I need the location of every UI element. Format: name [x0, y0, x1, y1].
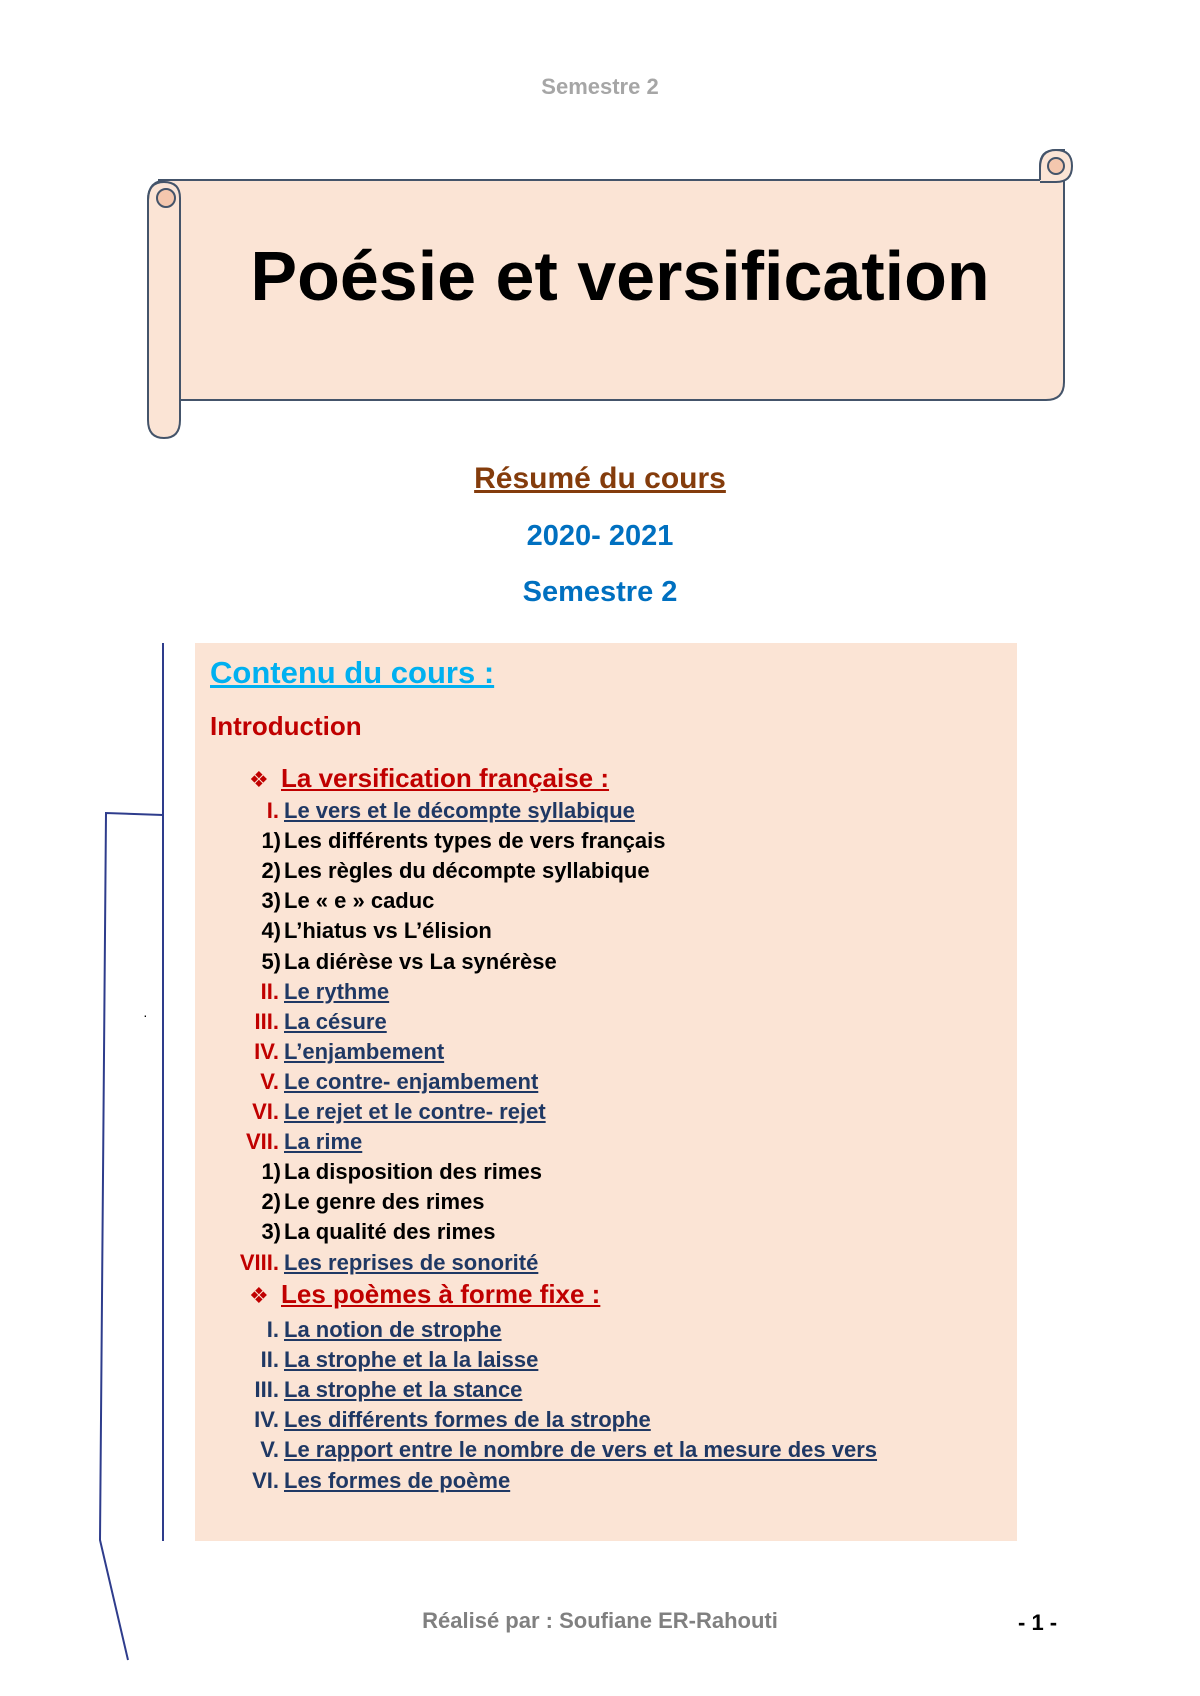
toc-item-link[interactable]: La strophe et la stance	[284, 1377, 523, 1403]
toc-item-number: IV.	[254, 1038, 279, 1064]
toc-item[interactable]	[195, 1435, 1017, 1465]
toc-item	[195, 947, 1017, 977]
toc-item[interactable]	[195, 1097, 1017, 1127]
semester-label: Semestre 2	[522, 576, 678, 608]
toc-item-label: Le « e » caduc	[284, 888, 435, 914]
toc-heading: Contenu du cours :	[210, 655, 495, 690]
toc-item	[195, 1187, 1017, 1217]
stray-dot: ·	[143, 1007, 148, 1023]
toc-item[interactable]	[195, 977, 1017, 1007]
toc-item-number: III.	[254, 1377, 279, 1403]
section-label: La versification française :	[281, 763, 610, 793]
toc-item-link[interactable]: Le rythme	[284, 978, 390, 1004]
toc-item[interactable]	[195, 1037, 1017, 1067]
toc-item-number: V.	[260, 1437, 279, 1463]
toc-item-number: IV.	[254, 1407, 279, 1433]
toc-item[interactable]	[195, 1375, 1017, 1405]
page-title: Poésie et versification	[250, 237, 990, 315]
toc-item-label: La qualité des rimes	[284, 1219, 496, 1245]
toc-item-link[interactable]: Le rapport entre le nombre de vers et la mesure des vers	[284, 1437, 878, 1463]
toc-item-link[interactable]: Le rejet et le contre- rejet	[284, 1099, 546, 1124]
toc-item-number: VII.	[245, 1129, 279, 1155]
toc-item-number: VIII.	[239, 1249, 279, 1275]
toc-item	[195, 1217, 1017, 1247]
toc-item-link[interactable]: Les formes de poème	[284, 1467, 511, 1493]
toc-item-number: VI.	[252, 1099, 279, 1124]
toc-item-link[interactable]: L’enjambement	[284, 1038, 445, 1064]
toc-item-number: 4)	[261, 918, 281, 944]
toc-item-label: La disposition des rimes	[284, 1159, 542, 1185]
toc-item-link[interactable]: Les différents formes de la strophe	[284, 1407, 651, 1433]
toc-item	[195, 886, 1017, 916]
toc-item-number: 3)	[261, 888, 281, 914]
toc-item-number: III.	[254, 1008, 279, 1034]
toc-item-label: Les différents types de vers français	[284, 828, 666, 854]
toc-item-number: 2)	[261, 858, 281, 884]
toc-item[interactable]	[195, 1007, 1017, 1037]
diamond-bullet-icon: ❖	[249, 1283, 269, 1308]
toc-section-poemes[interactable]	[249, 1276, 600, 1312]
toc-item[interactable]	[195, 1067, 1017, 1097]
section-label: Les poèmes à forme fixe :	[281, 1279, 601, 1309]
toc-item-number: II.	[260, 978, 279, 1004]
bracket-lines	[0, 0, 200, 1696]
toc-item-number: V.	[260, 1068, 279, 1094]
toc-item-number: 1)	[261, 828, 281, 854]
toc-item-number: 1)	[261, 1159, 281, 1185]
toc-item-label: L’hiatus vs L’élision	[284, 918, 492, 944]
header-label: Semestre 2	[541, 74, 659, 99]
toc-box	[195, 643, 1017, 1541]
toc-item-label: Le genre des rimes	[284, 1189, 485, 1215]
page-number: - 1 -	[1018, 1610, 1058, 1635]
toc-item[interactable]	[195, 796, 1017, 826]
toc-item-number: 5)	[261, 948, 281, 974]
toc-item-link[interactable]: La césure	[284, 1008, 387, 1034]
toc-item[interactable]	[195, 1345, 1017, 1375]
toc-item-number: II.	[260, 1347, 279, 1373]
toc-item[interactable]	[195, 1315, 1017, 1345]
footer-author: Réalisé par : Soufiane ER-Rahouti	[422, 1608, 778, 1633]
toc-item[interactable]	[195, 1127, 1017, 1157]
toc-item-link[interactable]: Le vers et le décompte syllabique	[284, 798, 635, 823]
toc-item-number: I.	[266, 798, 279, 823]
toc-item-link[interactable]: La notion de strophe	[284, 1317, 502, 1342]
toc-section-versification[interactable]	[249, 760, 609, 796]
toc-item-label: La diérèse vs La synérèse	[284, 948, 557, 974]
toc-item	[195, 856, 1017, 886]
toc-item-link[interactable]: Le contre- enjambement	[284, 1068, 539, 1094]
toc-item[interactable]	[195, 1405, 1017, 1435]
toc-item	[195, 826, 1017, 856]
toc-intro: Introduction	[210, 711, 362, 741]
toc-item-number: 3)	[261, 1219, 281, 1245]
toc-item-link[interactable]: La rime	[284, 1129, 363, 1155]
toc-item-link[interactable]: La strophe et la la laisse	[284, 1347, 539, 1373]
diamond-bullet-icon: ❖	[249, 767, 269, 792]
academic-years: 2020- 2021	[526, 520, 674, 552]
summary-title: Résumé du cours	[474, 462, 726, 495]
toc-item-link[interactable]: Les reprises de sonorité	[284, 1249, 539, 1275]
toc-item-number: VI.	[252, 1467, 279, 1493]
toc-item-label: Les règles du décompte syllabique	[284, 858, 650, 884]
toc-item[interactable]	[195, 1248, 1017, 1278]
toc-item[interactable]	[195, 1466, 1017, 1496]
toc-item-number: I.	[266, 1317, 279, 1342]
toc-item	[195, 916, 1017, 946]
toc-item	[195, 1157, 1017, 1187]
toc-item-number: 2)	[261, 1189, 281, 1215]
